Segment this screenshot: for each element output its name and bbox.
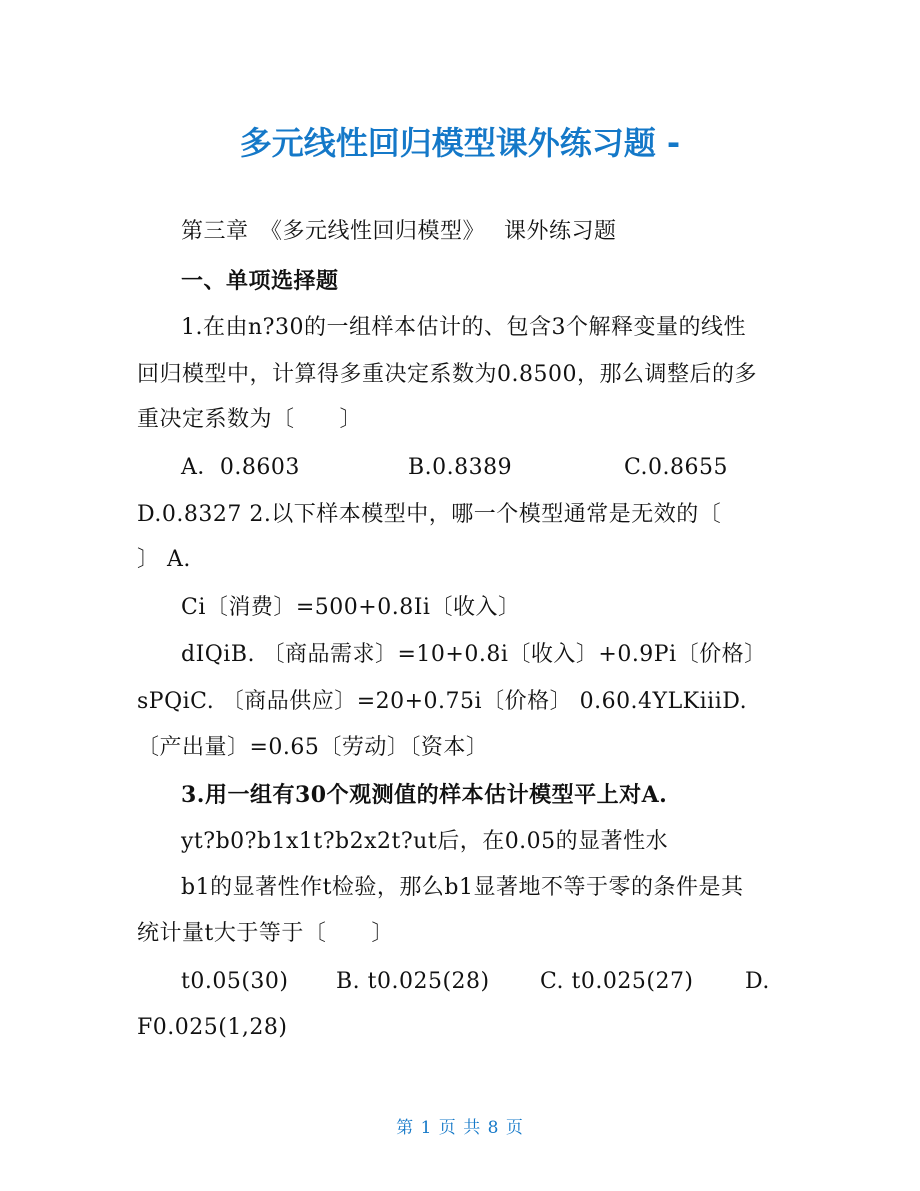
q3-line-2: yt?b0?b1x1t?b2x2t?ut后，在0.05的显著性水 [181,829,669,854]
q3-option-d-value: F0.025(1,28) [137,1015,288,1040]
q2-line-4: dIQiB. 〔商品需求〕=10+0.8i〔收入〕+0.9Pi〔价格〕 [181,642,767,667]
q2-line-3: Ci〔消费〕=500+0.8Ii〔收入〕 [181,595,521,620]
q1-option-a: A．0.8603 [181,455,300,480]
q3-option-b: B. t0.025(28) [336,969,490,994]
q1-option-b: B.0.8389 [408,455,513,480]
q1-option-c: C.0.8655 [624,455,729,480]
q2-line-1: D.0.8327 2.以下样本模型中，哪一个模型通常是无效的〔 [137,502,722,527]
document-title: 多元线性回归模型课外练习题 - [239,124,681,162]
q3-option-c: C. t0.025(27) [540,969,694,994]
q1-line-3: 重决定系数为〔 〕 [137,407,363,432]
q3-line-1: 3.用一组有30个观测值的样本估计模型平上对A. [181,782,668,808]
chapter-heading: 第三章 《多元线性回归模型》 课外练习题 [181,219,617,244]
q3-option-a: t0.05(30) [181,969,289,994]
q3-line-3: b1的显著性作t检验，那么b1显著地不等于零的条件是其 [181,875,744,900]
q3-option-d-label: D. [745,969,770,994]
section-heading: 一、单项选择题 [181,268,339,294]
q2-line-5: sPQiC. 〔商品供应〕=20+0.75i〔价格〕 0.60.4YLKiiiD. [137,689,748,714]
q1-line-1: 1.在由n?30的一组样本估计的、包含3个解释变量的线性 [181,315,746,340]
page-footer: 第 1 页 共 8 页 [396,1118,524,1138]
q3-line-4: 统计量t大于等于〔 〕 [137,921,394,946]
q1-line-2: 回归模型中，计算得多重决定系数为0.8500，那么调整后的多 [137,362,757,387]
q2-line-2: 〕 A. [137,547,191,572]
q2-line-6: 〔产出量〕=0.65〔劳动〕〔资本〕 [137,735,489,760]
